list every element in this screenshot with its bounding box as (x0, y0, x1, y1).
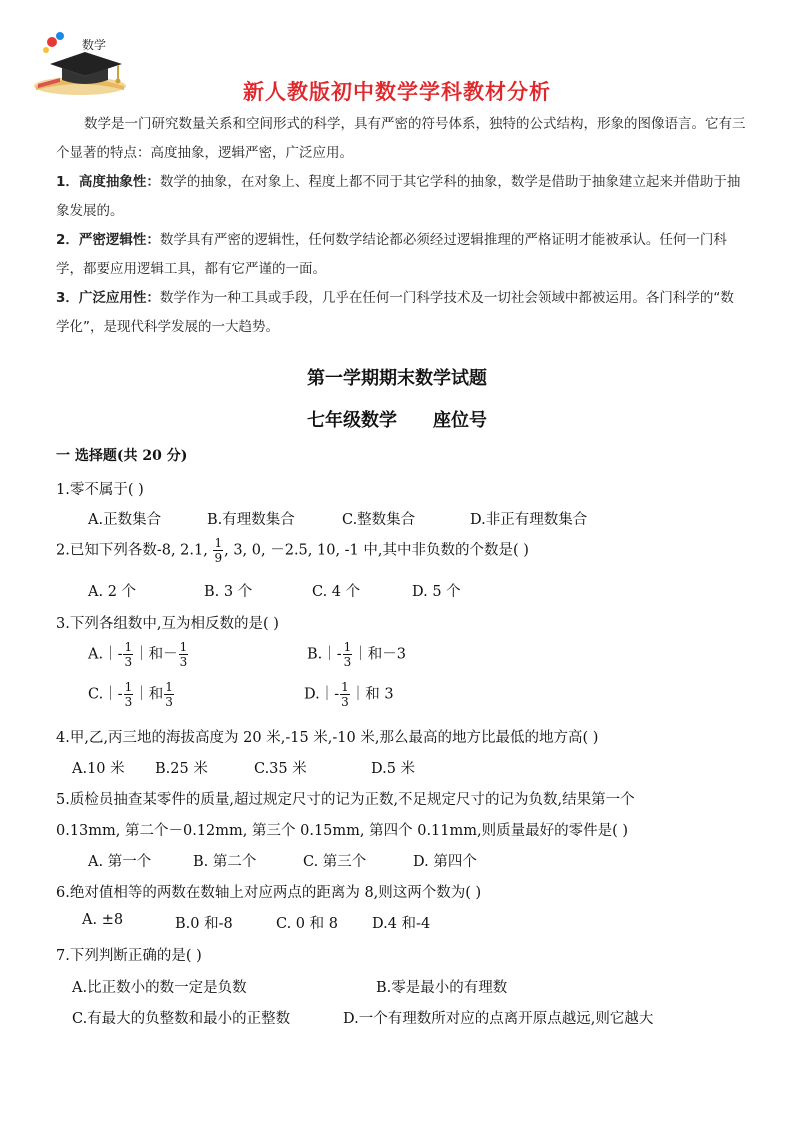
question-4-stem: 4.甲,乙,丙三地的海拔高度为 20 米,-15 米,-10 米,那么最高的地方比最低的地方高( ) (56, 730, 599, 746)
question-4-option-c: C.35 米 (254, 761, 307, 777)
fraction (340, 680, 350, 709)
question-4-option-d: D.5 米 (371, 761, 416, 777)
question-1-option-b: B.有理数集合 (207, 512, 295, 528)
question-3-option-b (307, 640, 406, 669)
question-5-option-d: D. 第四个 (413, 854, 477, 870)
fraction (164, 680, 174, 709)
question-1-stem: 1.零不属于( ) (56, 482, 144, 498)
logo-label: 数学 (82, 38, 107, 52)
section-heading: 一 选择题(共 20 分) (56, 448, 188, 464)
option-text: C.｜- (88, 686, 123, 703)
question-1-option-a: A.正数集合 (88, 512, 162, 528)
fraction (123, 640, 133, 669)
question-7-option-d: D.一个有理数所对应的点离开原点越远,则它越大 (343, 1011, 654, 1027)
intro-item-3 (56, 284, 746, 342)
question-2-stem-pre: 2.已知下列各数-8, 2.1, (56, 542, 213, 559)
question-3-option-d (304, 680, 394, 709)
question-2-option-c: C. 4 个 (312, 584, 361, 600)
option-text: ｜和 3 (350, 686, 394, 703)
fraction-denominator: 3 (165, 695, 173, 709)
option-text: ｜和－ (134, 646, 178, 663)
question-4-option-b: B.25 米 (155, 761, 208, 777)
option-text: ｜和－3 (353, 646, 407, 663)
question-5-option-b: B. 第二个 (193, 854, 257, 870)
question-7-option-a: A.比正数小的数一定是负数 (72, 980, 247, 996)
item-text: 数学具有严密的逻辑性，任何数学结论都必须经过逻辑推理的严格证明才能被承认。任何一门科学，都要应用逻辑工具，都有它严谨的一面。 (56, 232, 727, 277)
fraction-numerator: 1 (165, 680, 173, 694)
question-5-stem-line-2: 0.13mm, 第二个－0.12mm, 第三个 0.15mm, 第四个 0.11mm,则质量最好的零件是( ) (56, 823, 629, 839)
fraction-numerator: 1 (124, 680, 133, 694)
question-1-option-d: D.非正有理数集合 (470, 512, 588, 528)
banner-title: 新人教版初中数学学科教材分析 (243, 80, 551, 104)
option-text: B.｜- (307, 646, 342, 663)
item-text: 数学的抽象，在对象上、程度上都不同于其它学科的抽象，数学是借助于抽象建立起来并借助于抽象发展的。 (56, 174, 741, 219)
question-2-option-b: B. 3 个 (204, 584, 253, 600)
question-3-option-c (88, 680, 175, 709)
fraction-denominator: 3 (341, 695, 349, 709)
question-5-option-c: C. 第三个 (303, 854, 367, 870)
fraction (343, 640, 353, 669)
item-text: 数学作为一种工具或手段，几乎在任何一门科学技术及一切社会领域中都被运用。各门科学的“数学化”，是现代科学发展的一大趋势。 (56, 290, 734, 335)
fraction-numerator: 1 (214, 536, 223, 550)
question-6-stem: 6.绝对值相等的两数在数轴上对应两点的距离为 8,则这两个数为( ) (56, 885, 482, 901)
fraction (213, 536, 223, 565)
fraction-denominator: 3 (343, 655, 352, 669)
question-4-option-a: A.10 米 (72, 761, 125, 777)
question-7-option-b: B.零是最小的有理数 (376, 980, 508, 996)
question-2-option-a: A. 2 个 (88, 584, 137, 600)
question-2-option-d: D. 5 个 (412, 584, 461, 600)
intro-paragraph: 数学是一门研究数量关系和空间形式的科学，具有严密的符号体系，独特的公式结构，形象的图像语言。它有三个显著的特点：高度抽象，逻辑严密，广泛应用。 (56, 116, 746, 161)
fraction-denominator: 3 (124, 655, 133, 669)
fraction-denominator: 9 (214, 551, 223, 565)
question-3-stem: 3.下列各组数中,互为相反数的是( ) (56, 616, 279, 632)
question-2-stem (56, 536, 529, 565)
question-7-stem: 7.下列判断正确的是( ) (56, 948, 202, 964)
item-label: 2．严密逻辑性： (56, 232, 160, 248)
fraction-numerator: 1 (179, 640, 188, 654)
question-7-option-c: C.有最大的负整数和最小的正整数 (72, 1011, 291, 1027)
option-text: D.｜- (304, 686, 340, 703)
intro-item-2 (56, 226, 746, 284)
exam-title: 第一学期期末数学试题 (307, 368, 487, 389)
question-6-option-a: A. ±8 (82, 912, 124, 928)
question-5-option-a: A. 第一个 (88, 854, 152, 870)
intro-item-1 (56, 168, 746, 226)
fraction-numerator: 1 (341, 680, 349, 694)
question-6-option-d: D.4 和-4 (372, 916, 431, 932)
question-5-stem-line-1: 5.质检员抽查某零件的质量,超过规定尺寸的记为正数,不足规定尺寸的记为负数,结果第一个 (56, 792, 635, 808)
fraction-denominator: 3 (179, 655, 188, 669)
option-text: ｜和 (134, 686, 164, 703)
question-6-option-c: C. 0 和 8 (276, 916, 338, 932)
question-6-option-b: B.0 和-8 (175, 916, 233, 932)
question-2-stem-post: , 3, 0, －2.5, 10, -1 中,其中非负数的个数是( ) (224, 542, 529, 559)
question-3-option-a (88, 640, 189, 669)
fraction-denominator: 3 (124, 695, 133, 709)
question-1-option-c: C.整数集合 (342, 512, 416, 528)
item-label: 1．高度抽象性： (56, 174, 160, 190)
fraction-numerator: 1 (124, 640, 133, 654)
option-text: A.｜- (88, 646, 123, 663)
fraction-numerator: 1 (343, 640, 352, 654)
exam-subtitle: 七年级数学 座位号 (307, 410, 487, 431)
fraction (179, 640, 189, 669)
item-label: 3．广泛应用性： (56, 290, 160, 306)
fraction (124, 680, 134, 709)
